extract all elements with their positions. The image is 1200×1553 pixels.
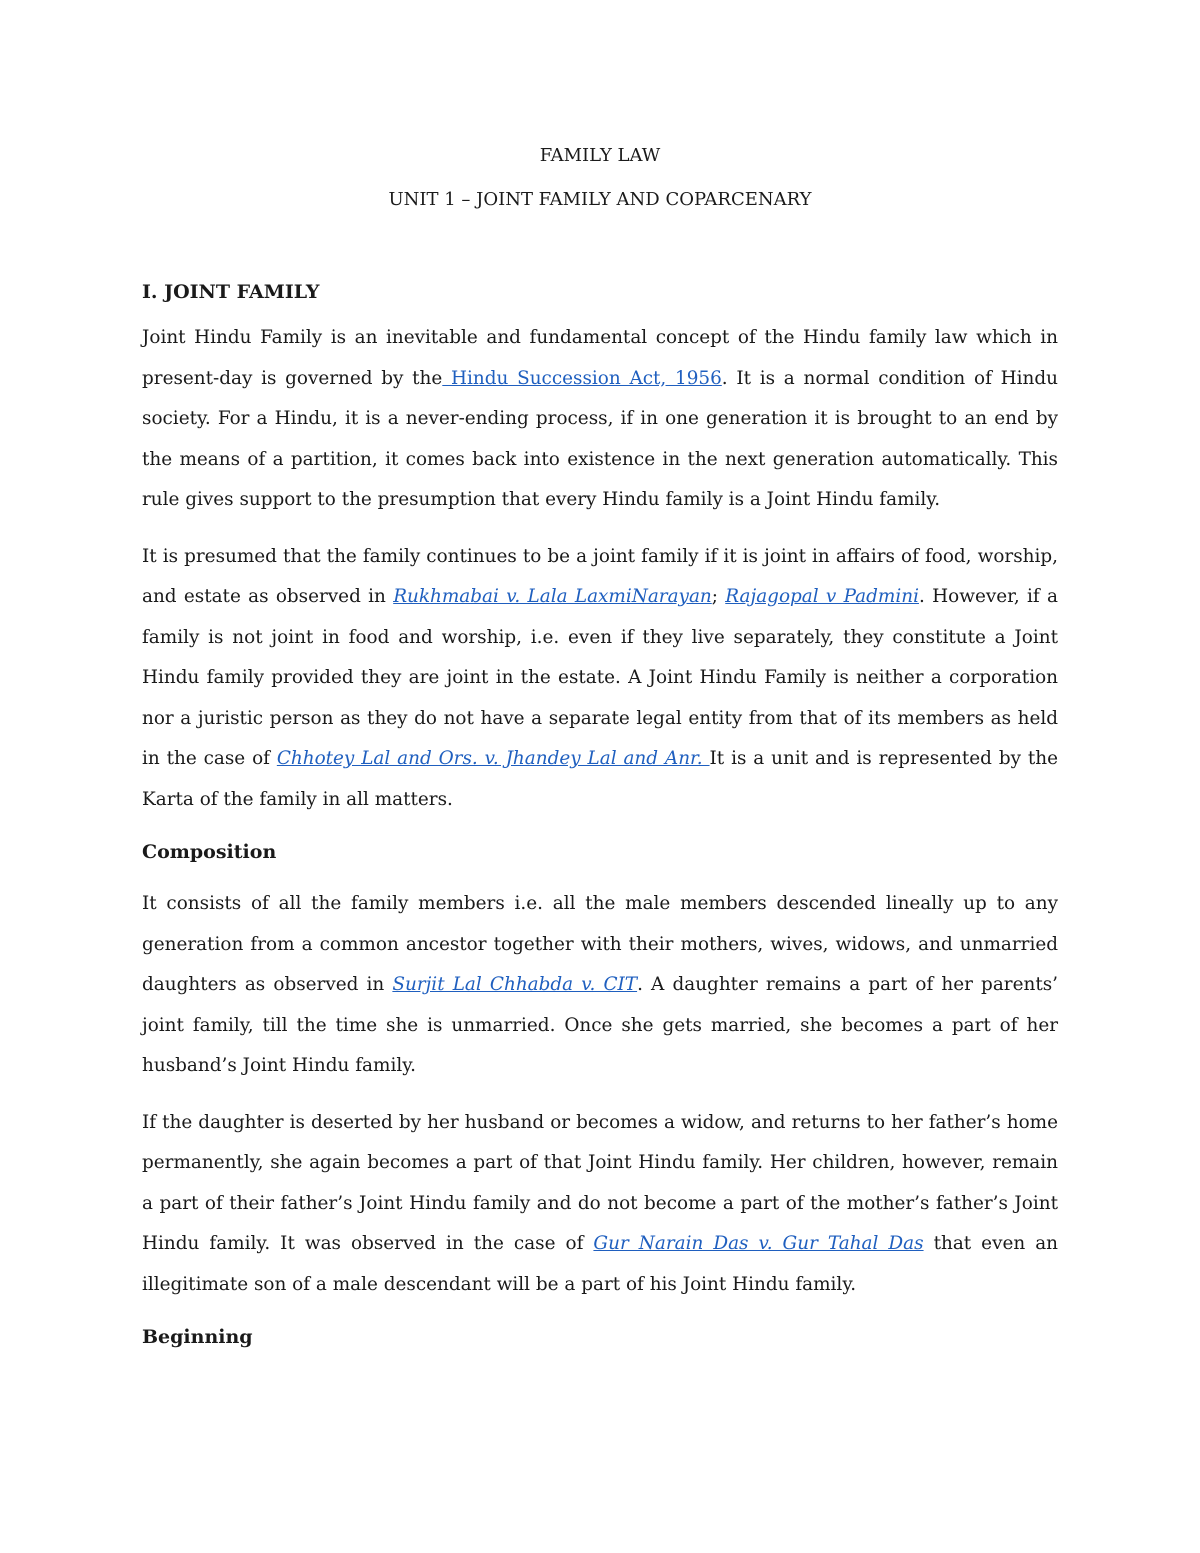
document-title: FAMILY LAW: [539, 145, 661, 166]
link-case-surjit-lal[interactable]: Surjit Lal Chhabda v. CIT: [392, 974, 638, 995]
link-case-gur-narain-das[interactable]: Gur Narain Das v. Gur Tahal Das: [593, 1233, 924, 1254]
link-case-chhotey-lal[interactable]: Chhotey Lal and Ors. v. Jhandey Lal and Anr.: [276, 748, 710, 769]
link-hindu-succession-act[interactable]: Hindu Succession Act, 1956: [442, 367, 722, 389]
paragraph-joint-family-2: It is presumed that the family continues to be a joint family if it is joint in affairs of food, worship, and estate as observed in Rukhmabai v. Lala LaxmiNarayan; Rajagopal v Padmini. However, if a family is not joint in food and worship, i.e. even if they live separately, they constitute a Joint Hindu family provided they are joint in the estate. A Joint Hindu Family is neither a corporation nor a juristic person as they do not have a separate legal entity from that of its members as held in the case of Chhotey Lal and Ors. v. Jhandey Lal and Anr. It is a unit and is represented by the Karta of the family in all matters.: [142, 545, 1058, 810]
paragraph-composition-1: It consists of all the family members i.e. all the male members descended lineally up to any generation from a common ancestor together with their mothers, wives, widows, and unmarried daughters as observed in Surjit Lal Chhabda v. CIT. A daughter remains a part of her parents’ joint family, till the time she is unmarried. Once she gets married, she becomes a part of her husband’s Joint Hindu family.: [142, 893, 1058, 1076]
subheading-beginning: Beginning: [142, 1326, 253, 1348]
document-page: [142, 138, 1058, 1351]
subheading-composition: Composition: [142, 841, 277, 863]
section-heading-joint-family: I. JOINT FAMILY: [142, 281, 320, 303]
link-case-rajagopal[interactable]: Rajagopal v Padmini: [725, 586, 919, 607]
paragraph-composition-2: If the daughter is deserted by her husband or becomes a widow, and returns to her father’s home permanently, she again becomes a part of that Joint Hindu family. Her children, however, remain a part of their father’s Joint Hindu family and do not become a part of the mother’s father’s Joint Hindu family. It was observed in the case of Gur Narain Das v. Gur Tahal Das that even an illegitimate son of a male descendant will be a part of his Joint Hindu family.: [142, 1111, 1059, 1295]
paragraph-joint-family-1: Joint Hindu Family is an inevitable and fundamental concept of the Hindu family law which in present-day is governed by the Hindu Succession Act, 1956. It is a normal condition of Hindu society. For a Hindu, it is a never-ending process, if in one generation it is brought to an end by the means of a partition, it comes back into existence in the next generation automatically. This rule gives support to the presumption that every Hindu family is a Joint Hindu family.: [142, 327, 1058, 510]
link-case-rukhmabai[interactable]: Rukhmabai v. Lala LaxmiNarayan: [393, 586, 712, 607]
document-subtitle: UNIT 1 – JOINT FAMILY AND COPARCENARY: [388, 189, 812, 210]
